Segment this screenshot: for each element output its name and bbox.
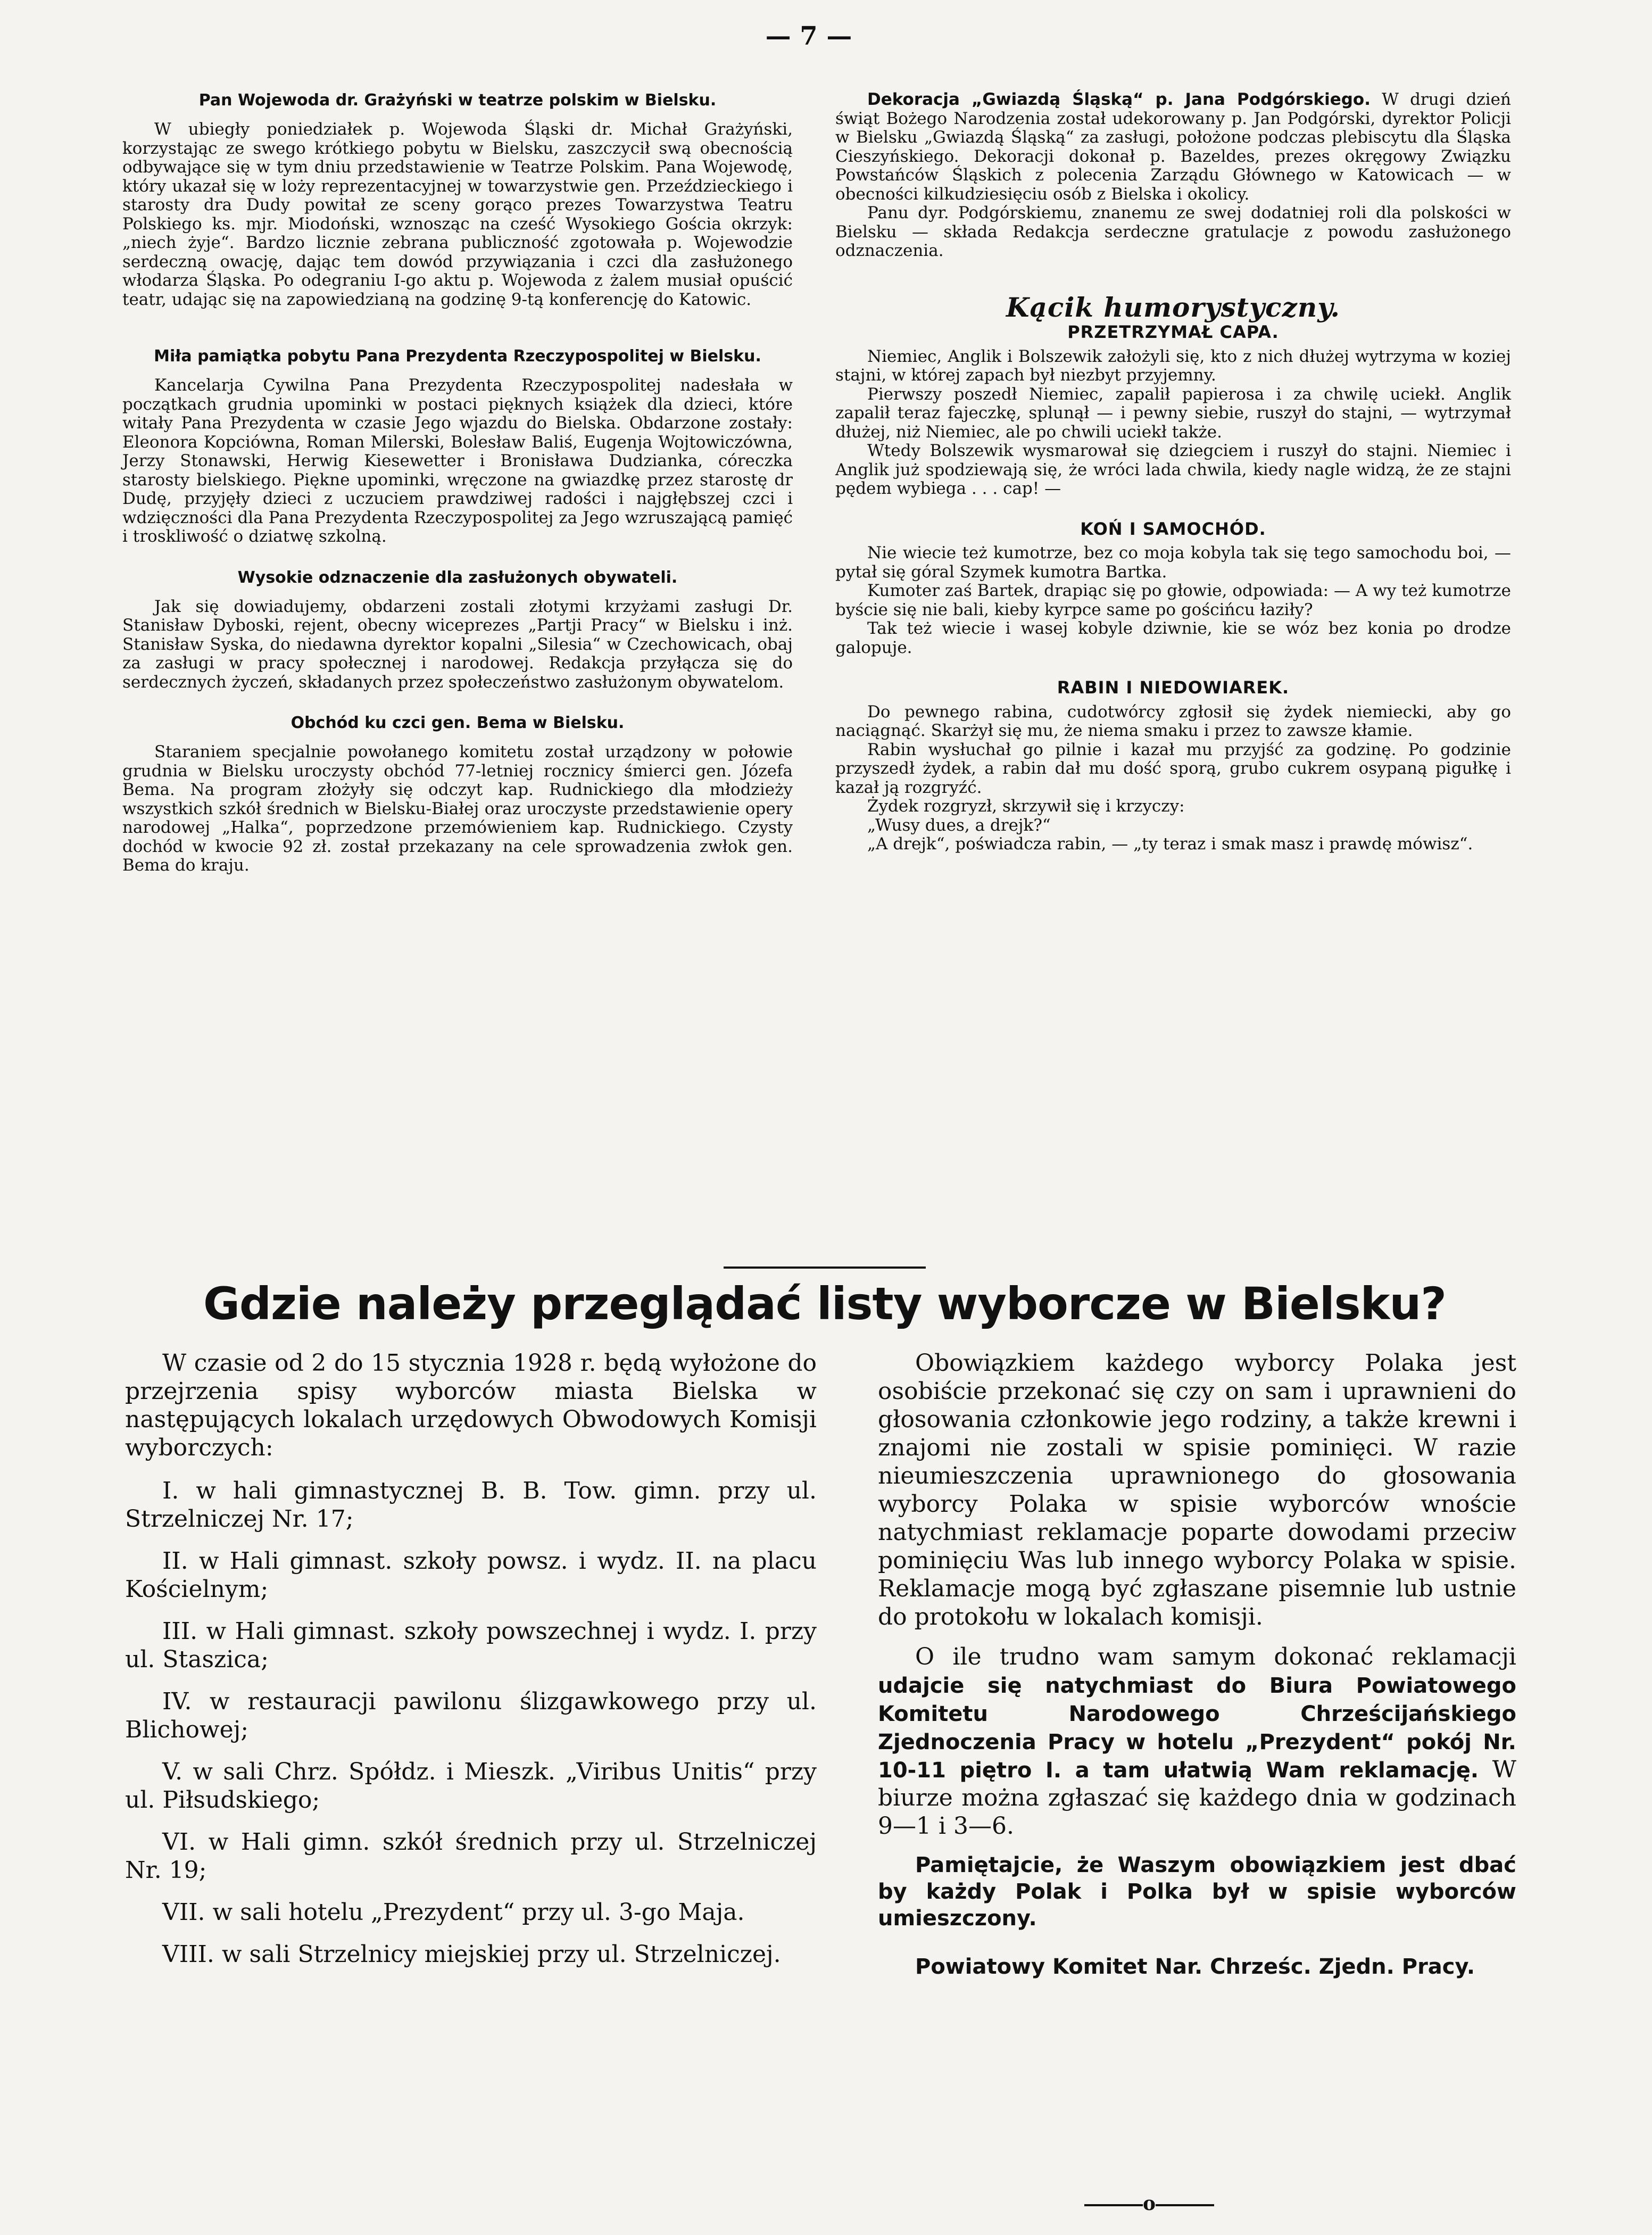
joke-capa — [835, 323, 1511, 499]
joke-paragraph: „Wusy dues, a drejk?“ — [867, 815, 1051, 835]
article-paragraph: W ubiegły poniedziałek p. Wojewoda Śląski dr. Michał Grażyński, korzystając ze swego krótkiego pobytu w Bielsku, zaszczycił swą obecnością odbywające się w tym dniu przedstawienie w Teatrze Polskim. Pana Wojewodę, który ukazał się w loży reprezentacyjnej w towarzystwie gen. Przeździeckiego i starosty dra Dudy powitał ze sceny gorąco prezes Towarzystwa Teatru Polskiego ks. mjr. Miodoński, wznosząc na cześć Wysokiego Gościa okrzyk: „niech żyje“. Bardzo licznie zebrana publiczność zgotowała p. Wojewodzie serdeczną owację, dając tem dowód przywiązania i czci dla zasłużonego włodarza Śląska. Po odegraniu I-go aktu p. Wojewoda z żalem musiał opuścić teatr, udając się na zapowiedzianą na godzinę 9-tą konferencję do Katowic. — [122, 120, 793, 309]
notice-text: O ile trudno wam samym dokonać reklamacji — [915, 1643, 1516, 1670]
notice-signature: Powiatowy Komitet Nar. Chrześc. Zjedn. Pracy. — [915, 1955, 1475, 1979]
joke-paragraph: Kumoter zaś Bartek, drapiąc się po głowie, odpowiada: — A wy też kumotrze byście się nie bali, kieby kyrpce same po gościńcu łaziły? — [835, 581, 1511, 619]
location-item: II. w Hali gimnast. szkoły powsz. i wydz. II. na placu Kościelnym; — [125, 1547, 817, 1603]
location-item: VIII. w sali Strzelnicy miejskiej przy ul. Strzelniczej. — [162, 1941, 781, 1968]
page-number: — 7 — — [765, 21, 852, 51]
notice-paragraph: Obowiązkiem każdego wyborcy Polaka jest osobiście przekonać się czy on sam i uprawnieni do głosowania członkowie jego rodziny, a także krewni i znajomi nie zostali w spisie pominięci. W razie nieumieszczenia uprawnionego do głosowania wyborcy Polaka w spisie wyborców wnoście natychmiast reklamacje poparte dowodami przeciw pominięciu Was lub innego wyborcy Polaka w spisie. Reklamacje mogą być zgłaszane pisemnie lub ustnie do protokołu w lokalach komisji. — [878, 1350, 1516, 1630]
joke-title: RABIN I NIEDOWIAREK. — [1057, 677, 1290, 698]
article-paragraph: Staraniem specjalnie powołanego komitetu został urządzony w połowie grudnia w Bielsku uroczysty obchód 77-letniej rocznicy śmierci gen. Józefa Bema. Na program złożyły się odczyt kap. Rudnickiego dla młodzieży wszystkich szkół średnich w Bielsku-Białej oraz uroczyste przedstawienie opery narodowej „Halka“, poprzedzone przemówieniem kap. Rudnickiego. Czysty dochód w kwocie 92 zł. został przekazany na cele sprowadzenia zwłok gen. Bema do kraju. — [122, 742, 793, 875]
article-odznaczenie — [122, 568, 793, 692]
notice-text: W biurze można zgłaszać się każdego dnia w godzinach 9—1 i 3—6. — [878, 1756, 1516, 1840]
joke-paragraph: „A drejk“, poświadcza rabin, — „ty teraz i smak masz i prawdę mówisz“. — [867, 834, 1473, 854]
article-paragraph: Panu dyr. Podgórskiemu, znanemu ze swej dodatniej roli dla polskości w Bielsku — składa Redakcja serdeczne gratulacje z powodu zasłużonego odznaczenia. — [835, 203, 1511, 260]
joke-kon — [835, 520, 1511, 658]
location-item: I. w hali gimnastycznej B. B. Tow. gimn. przy ul. Strzelniczej Nr. 17; — [125, 1477, 817, 1533]
location-item: III. w Hali gimnast. szkoły powszechnej i wydz. I. przy ul. Staszica; — [125, 1618, 817, 1673]
end-line — [1156, 2204, 1214, 2206]
notice-paragraph — [878, 1643, 1516, 1840]
article-title: Dekoracja „Gwiazdą Śląską“ p. Jana Podgórskiego. — [867, 90, 1371, 109]
joke-paragraph: Żydek rozgryzł, skrzywił się i krzyczy: — [867, 797, 1185, 816]
left-column — [122, 90, 793, 875]
joke-rabin — [835, 678, 1511, 854]
joke-paragraph: Wtedy Bolszewik wysmarował się dziegciem i ruszył do stajni. Niemiec i Anglik już spodziewają się, że wróci lada chwila, kiedy nagle widzą, że ze stajni pędem wybiega . . . cap! — — [835, 441, 1511, 498]
notice-bold-text: udajcie się natychmiast do Biura Powiatowego Komitetu Narodowego Chrześcijańskiego Zjednoczenia Pracy w hotelu „Prezydent“ pokój Nr. 10-11 piętro I. a tam ułatwią Wam reklamację. — [878, 1674, 1516, 1783]
end-mark — [1064, 2192, 1234, 2215]
location-item: IV. w restauracji pawilonu ślizgawkowego przy ul. Blichowej; — [125, 1688, 817, 1743]
article-bem — [122, 713, 793, 875]
notice-right-column — [878, 1349, 1516, 1984]
article-dekoracja — [835, 90, 1511, 261]
article-paragraph: W drugi dzień świąt Bożego Narodzenia został udekorowany p. Jan Podgórski, dyrektor Policji w Bielsku „Gwiazdą Śląską“ za zasługi, położone podczas plebiscytu dla Śląska Cieszyńskiego. Dekoracji dokonał p. Bazeldes, prezes okręgowy Związku Powstańców Śląskich z polecenia Zarządu Głównego w Katowicach — w obecności kilkudziesięciu osób z Bielska i okolicy. — [835, 90, 1511, 204]
notice-headline: Gdzie należy przeglądać listy wyborcze w Bielsku? — [203, 1278, 1447, 1330]
joke-paragraph: Nie wiecie też kumotrze, bez co moja kobyla tak się tego samochodu boi, — pytał się góral Szymek kumotra Bartka. — [835, 543, 1511, 582]
location-item: VII. w sali hotelu „Prezydent“ przy ul. 3-go Maja. — [162, 1899, 745, 1926]
joke-paragraph: Rabin wysłuchał go pilnie i kazał mu przyjść za godzinę. Po godzinie przyszedł żydek, a rabin dał mu dość sporą, grubo cukrem osypaną pigułkę i kazał ją rozgryźć. — [835, 740, 1511, 797]
article-paragraph: Kancelarja Cywilna Pana Prezydenta Rzeczypospolitej nadesłała w początkach grudnia upominki w postaci pięknych książek dla dzieci, które witały Pana Prezydenta w czasie Jego wjazdu do Bielska. Obdarzone zostały: Eleonora Kopciówna, Roman Milerski, Bolesław Baliś, Eugenja Wojtowiczówna, Jerzy Stonawski, Herwig Kiesewetter i Bronisława Dudzianka, córeczka starosty bielskiego. Piękne upominki, wręczone na gwiazdkę przez starostę dr Dudę, przyjęły dzieci z uczuciem prawdziwej radości i najgłębszej czci i wdzięczności dla Pana Prezydenta Rzeczypospolitej za Jego wzruszającą pamięć i troskliwość o dziatwę szkolną. — [122, 376, 793, 546]
right-column — [835, 90, 1511, 854]
section-divider — [724, 1266, 926, 1269]
notice-intro: W czasie od 2 do 15 stycznia 1928 r. będą wyłożone do przejrzenia spisy wyborców miasta Bielska w następujących lokalach urzędowych Obwodowych Komisji wyborczych: — [125, 1350, 817, 1461]
joke-paragraph: Tak też wiecie i wasej kobyle dziwnie, kie se wóz bez konia po drodze galopuje. — [835, 619, 1511, 657]
joke-paragraph: Do pewnego rabina, cudotwórcy zgłosił się żydek niemiecki, aby go naciągnąć. Skarżył się mu, że niema smaku i przez to zawsze kłamie. — [835, 702, 1511, 740]
article-wojewoda — [122, 90, 793, 309]
notice-reminder: Pamiętajcie, że Waszym obowiązkiem jest dbać by każdy Polak i Polka był w spisie wyborców umieszczony. — [878, 1853, 1516, 1931]
article-title: Pan Wojewoda dr. Grażyński w teatrze polskim w Bielsku. — [198, 91, 717, 110]
article-paragraph: Jak się dowiadujemy, obdarzeni zostali złotymi krzyżami zasługi Dr. Stanisław Dyboski, rejent, obecny wiceprezes „Partji Pracy“ w Bielsku i inż. Stanisław Syska, do niedawna dyrektor kopalni „Silesia“ w Czechowicach, obaj za zasługi w pracy społecznej i narodowej. Redakcja przyłącza się do serdecznych życzeń, składanych przez społeczeństwo zasłużonym obywatelom. — [122, 597, 793, 692]
end-line — [1084, 2204, 1143, 2206]
article-title: Wysokie odznaczenie dla zasłużonych obywateli. — [237, 568, 678, 587]
location-item: V. w sali Chrz. Spółdz. i Mieszk. „Viribus Unitis“ przy ul. Piłsudskiego; — [125, 1758, 817, 1814]
joke-paragraph: Niemiec, Anglik i Bolszewik założyli się, kto z nich dłużej wytrzyma w koziej stajni, w której zapach był niezbyt przyjemny. — [835, 346, 1511, 385]
article-title: Miła pamiątka pobytu Pana Prezydenta Rzeczypospolitej w Bielsku. — [154, 347, 761, 366]
humor-corner-heading: Kącik humorystyczny. — [1006, 291, 1340, 323]
joke-title: PRZETRZYMAŁ CAPA. — [1067, 322, 1279, 342]
joke-title: KOŃ I SAMOCHÓD. — [1080, 518, 1266, 539]
joke-paragraph: Pierwszy poszedł Niemiec, zapalił papierosa i za chwilę uciekł. Anglik zapalił teraz fajeczkę, splunął — i pewny siebie, ruszył do stajni, — wytrzymał dłużej, niż Niemiec, ale po chwili uciekł także. — [835, 384, 1511, 442]
location-item: VI. w Hali gimn. szkół średnich przy ul. Strzelniczej Nr. 19; — [125, 1828, 817, 1884]
end-mark-letter: o — [1142, 2192, 1156, 2215]
notice-left-column — [125, 1349, 817, 1982]
humor-corner — [835, 291, 1511, 854]
article-title: Obchód ku czci gen. Bema w Bielsku. — [290, 714, 625, 732]
article-prezydent — [122, 346, 793, 547]
